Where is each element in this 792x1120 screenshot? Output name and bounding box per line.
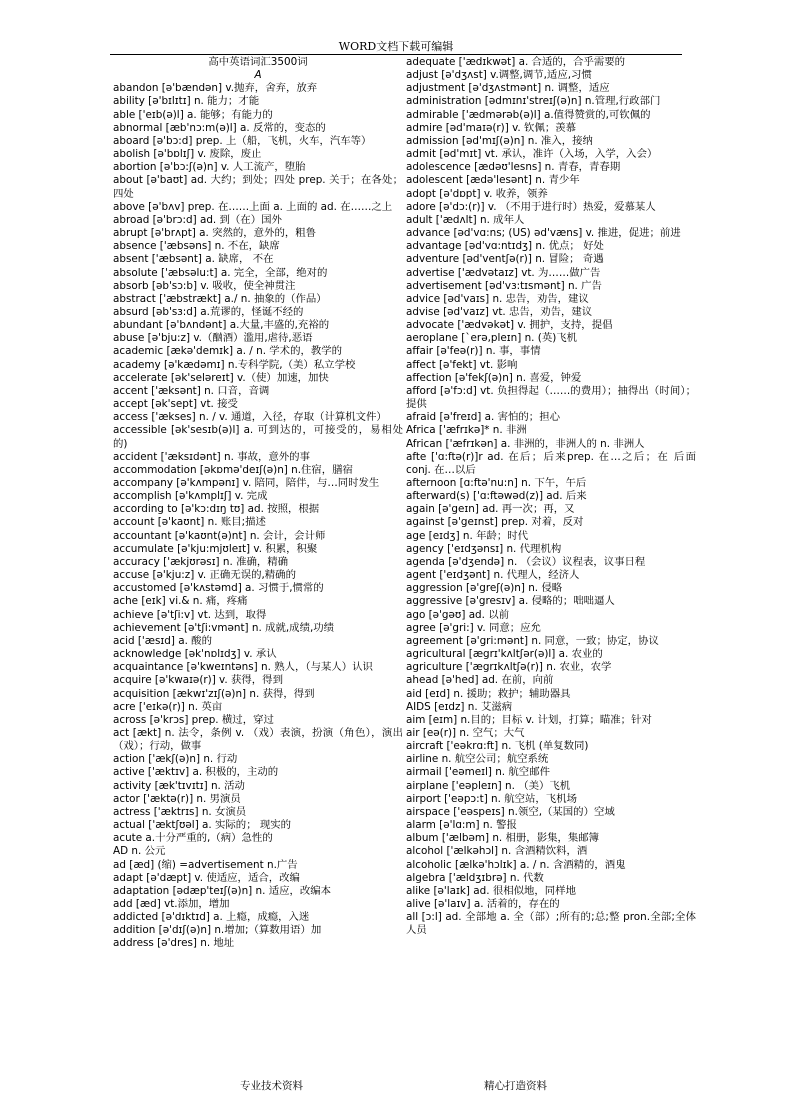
vocab-entry: adjust [ə'dʒʌst] v.调整,调节,适应,习惯 xyxy=(406,69,592,82)
vocab-entry: air [eə(r)] n. 空气；大气 xyxy=(406,726,525,739)
document-title: 高中英语词汇3500词 xyxy=(208,56,308,68)
vocab-entry: adventure [əd'ventʃə(r)] n. 冒险； 奇遇 xyxy=(406,253,604,266)
vocab-entry: accomplish [ə'kʌmplɪʃ] v. 完成 xyxy=(113,490,268,503)
vocab-entry: accessible [ək'sesɪb(ə)l] a. 可到达的，可接受的，易相处的) xyxy=(113,424,403,450)
vocab-entry: adequate ['ædɪkwət] a. 合适的，合乎需要的 xyxy=(406,56,626,68)
vocab-entry: afterward(s) ['ɑ:ftəwəd(z)] ad. 后来 xyxy=(406,490,587,503)
vocab-entry: abrupt [ə'brʌpt] a. 突然的，意外的，粗鲁 xyxy=(113,227,317,240)
vocab-entry: algebra ['ældʒɪbrə] n. 代数 xyxy=(406,871,544,884)
vocab-entry: agency ['eɪdʒənsɪ] n. 代理机构 xyxy=(406,542,562,555)
vocab-entry: adolescence [ædəʊ'lesns] n. 青春，青春期 xyxy=(406,161,621,174)
vocab-entry: accelerate [ək'seləreɪt] v.（使）加速，加快 xyxy=(113,371,329,384)
vocab-entry: afternoon [ɑ:ftə'nu:n] n. 下午，午后 xyxy=(406,477,587,489)
vocab-entry: accompany [ə'kʌmpənɪ] v. 陪同，陪伴，与…同时发生 xyxy=(113,477,380,489)
vocab-entry: affect [ə'fekt] vt. 影响 xyxy=(406,358,518,371)
vocab-entry: abortion [ə'bɔ:ʃ(ə)n] v. 人工流产，堕胎 xyxy=(113,161,306,174)
vocab-entry: again [ə'geɪn] ad. 再一次；再，又 xyxy=(406,503,575,516)
vocab-entry: abuse [ə'bju:z] v.（酗酒）滥用,虐待,恶语 xyxy=(113,332,313,345)
vocab-entry: affair [ə'feə(r)] n. 事，事情 xyxy=(406,345,541,358)
section-letter: A xyxy=(254,69,262,82)
vocab-entry: absence ['æbsəns] n. 不在，缺席 xyxy=(113,240,280,253)
vocab-entry: album ['ælbəm] n. 相册，影集，集邮簿 xyxy=(406,832,600,845)
left-column xyxy=(113,56,403,951)
vocab-entry: adolescent [ædə'lesənt] n. 青少年 xyxy=(406,174,580,187)
vocab-entry: accuse [ə'kju:z] v. 正确无误的,精确的 xyxy=(113,569,296,582)
vocab-entry: adopt [ə'dɒpt] v. 收养，领养 xyxy=(406,187,548,200)
vocab-entry: accommodation [əkɒmə'deɪʃ(ə)n] n.住宿，膳宿 xyxy=(113,463,353,476)
vocab-entry: academy [ə'kædəmɪ] n.专科学院,（美）私立学校 xyxy=(113,358,356,371)
vocab-entry: adult ['ædʌlt] n. 成年人 xyxy=(406,213,525,226)
vocab-entry: advise [əd'vaɪz] vt. 忠告，劝告，建议 xyxy=(406,305,593,318)
vocab-entry: achieve [ə'tʃi:v] vt. 达到，取得 xyxy=(113,608,267,621)
vocab-entry: admirable ['ædmərəb(ə)l] a.值得赞赏的,可钦佩的 xyxy=(406,108,651,121)
vocab-entry: alcoholic [ælkə'hɔlɪk] a. / n. 含酒精的，酒鬼 xyxy=(406,858,626,871)
vocab-entry: address [ə'dres] n. 地址 xyxy=(113,937,235,950)
vocab-entry: achievement [ə'tʃi:vmənt] n. 成就,成绩,功绩 xyxy=(113,621,335,634)
vocab-entry: administration [ədmɪnɪ'streɪʃ(ə)n] n.管理,行政部门 xyxy=(406,95,661,108)
vocab-entry: agree [ə'gri:] v. 同意；应允 xyxy=(406,621,541,634)
vocab-entry: active ['æktɪv] a. 积极的，主动的 xyxy=(113,766,279,779)
vocab-entry: accumulate [ə'kju:mjʊleɪt] v. 积累，积聚 xyxy=(113,542,318,555)
vocab-entry: airspace ['eəspeɪs] n.领空,（某国的）空域 xyxy=(406,805,615,818)
vocab-entry: afford [ə'fɔ:d] vt. 负担得起（……的费用）；抽得出（时间）；提供 xyxy=(406,384,696,411)
vocab-entry: agriculture ['ægrɪkʌltʃə(r)] n. 农业，农学 xyxy=(406,661,612,674)
right-column xyxy=(406,56,696,937)
vocab-entry: addicted [ə'dɪktɪd] a. 上瘾，成瘾，入迷 xyxy=(113,911,310,924)
vocab-entry: abnormal [æb'nɔ:m(ə)l] a. 反常的，变态的 xyxy=(113,121,326,134)
vocab-entry: acquisition [ækwɪ'zɪʃ(ə)n] n. 获得，得到 xyxy=(113,687,315,700)
vocab-entry: actress ['æktrɪs] n. 女演员 xyxy=(113,805,247,818)
vocab-entry: activity [æk'tɪvɪtɪ] n. 活动 xyxy=(113,779,245,792)
vocab-entry: acquire [ə'kwaɪə(r)] v. 获得，得到 xyxy=(113,674,283,687)
vocab-entry: aboard [ə'bɔ:d] prep. 上（船，飞机，火车，汽车等） xyxy=(113,134,372,147)
vocab-entry: agricultural [ægrɪ'kʌltʃər(ə)l] a. 农业的 xyxy=(406,648,603,661)
vocab-entry: Africa ['æfrɪkə]* n. 非洲 xyxy=(406,424,527,437)
vocab-entry: accountant [ə'kaʊnt(ə)nt] n. 会计，会计师 xyxy=(113,529,326,542)
vocab-entry: African ['æfrɪkən] a. 非洲的，非洲人的 n. 非洲人 xyxy=(406,437,645,450)
vocab-entry: ache [eɪk] vi.& n. 痛，疼痛 xyxy=(113,595,248,608)
vocab-entry: accuracy ['ækjʊrəsɪ] n. 准确，精确 xyxy=(113,555,289,568)
vocab-entry: account [ə'kaʊnt] n. 账目;描述 xyxy=(113,516,266,529)
vocab-entry: aid [eɪd] n. 援助；救护；辅助器具 xyxy=(406,687,571,700)
vocab-entry: advertise ['ædvətaɪz] vt. 为……做广告 xyxy=(406,266,601,279)
vocab-entry: adaptation [ədæp'teɪʃ(ə)n] n. 适应，改编本 xyxy=(113,884,332,897)
vocab-entry: AIDS [eɪdz] n. 艾滋病 xyxy=(406,700,513,713)
vocab-entry: access ['ækses] n. / v. 通道，入径，存取（计算机文件） xyxy=(113,411,387,424)
vocab-entry: adjustment [ə'dʒʌstmənt] n. 调整，适应 xyxy=(406,82,610,95)
vocab-entry: abroad [ə'brɔ:d] ad. 到（在）国外 xyxy=(113,213,282,226)
footer-right: 精心打造资料 xyxy=(484,1080,547,1092)
vocab-entry: afte ['ɑ:ftə(r)]r ad. 在后；后来prep. 在…之后；在 后面 conj. 在…以后 xyxy=(406,450,696,476)
vocab-entry: action ['ækʃ(ə)n] n. 行动 xyxy=(113,753,238,766)
vocab-entry: accent ['æksənt] n. 口音，音调 xyxy=(113,384,270,397)
vocab-entry: addition [ə'dɪʃ(ə)n] n.增加;（算数用语）加 xyxy=(113,924,322,937)
vocab-entry: absorb [əb'sɔ:b] v. 吸收，使全神贯注 xyxy=(113,279,296,292)
vocab-entry: airmail ['eəmeɪl] n. 航空邮件 xyxy=(406,766,550,779)
vocab-entry: age [eɪdʒ] n. 年龄；时代 xyxy=(406,529,529,542)
vocab-entry: absent ['æbsənt] a. 缺席， 不在 xyxy=(113,253,274,266)
vocab-entry: ahead [ə'hed] ad. 在前，向前 xyxy=(406,674,554,687)
vocab-entry: alive [ə'laɪv] a. 活着的，存在的 xyxy=(406,898,560,910)
header-rule xyxy=(110,54,682,55)
vocab-entry: accustomed [ə'kʌstəmd] a. 习惯于,惯常的 xyxy=(113,582,324,595)
vocab-entry: abandon [ə'bændən] v.抛弃，舍弃，放弃 xyxy=(113,82,318,95)
vocab-entry: abstract ['æbstrækt] a./ n. 抽象的（作品） xyxy=(113,292,327,305)
page-header: WORD文档下载可编辑 xyxy=(338,40,454,53)
vocab-entry: absurd [əb'sɜ:d] a.荒谬的，怪诞不经的 xyxy=(113,305,304,318)
vocab-entry: absolute ['æbsəlu:t] a. 完全，全部，绝对的 xyxy=(113,266,328,279)
vocab-entry: ago [ə'gəʊ] ad. 以前 xyxy=(406,608,510,621)
vocab-entry: abolish [ə'bɒlɪʃ] v. 废除，废止 xyxy=(113,148,262,161)
vocab-entry: actor ['æktə(r)] n. 男演员 xyxy=(113,792,241,805)
vocab-entry: able ['eɪb(ə)l] a. 能够；有能力的 xyxy=(113,108,273,121)
vocab-entry: acknowledge [ək'nɒlɪdʒ] v. 承认 xyxy=(113,648,277,661)
vocab-entry: ability [ə'bɪlɪtɪ] n. 能力；才能 xyxy=(113,95,260,108)
vocab-entry: accident ['æksɪdənt] n. 事故，意外的事 xyxy=(113,450,310,463)
vocab-entry: accept [ək'sept] vt. 接受 xyxy=(113,398,238,411)
vocab-entry: above [ə'bʌv] prep. 在……上面 a. 上面的 ad. 在……之上 xyxy=(113,200,393,213)
vocab-entry: aim [eɪm] n.目的；目标 v. 计划，打算；瞄准；针对 xyxy=(406,713,652,726)
vocab-entry: alarm [ə'lɑ:m] n. 警报 xyxy=(406,819,517,832)
vocab-entry: airport ['eəpɔ:t] n. 航空站，飞机场 xyxy=(406,792,577,805)
vocab-entry: according to [ə'kɔ:dɪŋ tʊ] ad. 按照，根据 xyxy=(113,503,320,516)
vocab-entry: acid ['æsɪd] a. 酸的 xyxy=(113,634,212,647)
vocab-entry: alcohol ['ælkəhɔl] n. 含酒精饮料，酒 xyxy=(406,845,588,858)
vocab-entry: actual ['æktʃʊəl] a. 实际的； 现实的 xyxy=(113,819,292,832)
vocab-entry: agent ['eɪdʒənt] n. 代理人，经济人 xyxy=(406,569,580,582)
vocab-entry: AD n. 公元 xyxy=(113,845,166,858)
vocab-entry: acute a.十分严重的,（病）急性的 xyxy=(113,832,273,845)
left-entry-list xyxy=(113,82,403,950)
vocab-entry: academic [ækə'demɪk] a. / n. 学术的，教学的 xyxy=(113,345,343,358)
vocab-entry: admit [əd'mɪt] vt. 承认，准许（入场，入学，入会） xyxy=(406,148,658,161)
vocab-entry: affection [ə'fekʃ(ə)n] n. 喜爱，钟爱 xyxy=(406,371,582,384)
vocab-entry: advantage [əd'vɑ:ntɪdʒ] n. 优点； 好处 xyxy=(406,240,604,253)
vocab-entry: aggressive [ə'gresɪv] a. 侵略的；咄咄逼人 xyxy=(406,595,615,608)
vocab-entry: admission [əd'mɪʃ(ə)n] n. 准入，接纳 xyxy=(406,134,593,147)
vocab-entry: act [ækt] n. 法令，条例 v. （戏）表演，扮演（角色），演出（戏）；行动，做事 xyxy=(113,726,403,753)
vocab-entry: advance [əd'vɑ:ns; (US) əd'væns] v. 推进，促进；前进 xyxy=(406,227,681,240)
right-entry-list xyxy=(406,56,696,937)
vocab-entry: agreement [ə'gri:mənt] n. 同意，一致；协定，协议 xyxy=(406,634,659,647)
vocab-entry: adapt [ə'dæpt] v. 使适应，适合，改编 xyxy=(113,871,300,884)
vocab-entry: against [ə'geɪnst] prep. 对着，反对 xyxy=(406,516,584,529)
vocab-entry: alike [ə'laɪk] ad. 很相似地，同样地 xyxy=(406,884,576,897)
vocab-entry: aircraft ['eəkrɑ:ft] n. 飞机 (单复数同) xyxy=(406,740,589,753)
vocab-entry: aggression [ə'greʃ(ə)n] n. 侵略 xyxy=(406,582,563,595)
vocab-entry: acquaintance [ə'kweɪntəns] n. 熟人，（与某人）认识 xyxy=(113,661,373,674)
vocab-entry: add [æd] vt.添加，增加 xyxy=(113,898,230,910)
vocab-entry: airplane ['eəpleɪn] n. （美）飞机 xyxy=(406,779,571,792)
vocab-entry: advocate ['ædvəkət] v. 拥护，支持，提倡 xyxy=(406,319,613,332)
footer-left: 专业技术资料 xyxy=(240,1080,303,1092)
vocab-entry: across [ə'krɔs] prep. 横过，穿过 xyxy=(113,713,274,726)
vocab-entry: afraid [ə'freɪd] a. 害怕的；担心 xyxy=(406,411,560,424)
vocab-entry: agenda [ə'dʒendə] n. （会议）议程表，议事日程 xyxy=(406,555,646,568)
vocab-entry: admire [əd'maɪə(r)] v. 钦佩；羡慕 xyxy=(406,121,576,134)
vocab-entry: about [ə'baʊt] ad. 大约；到处；四处 prep. 关于；在各处；四处 xyxy=(113,174,403,200)
vocab-entry: ad [æd] (缩) =advertisement n.广告 xyxy=(113,858,298,871)
vocab-entry: acre ['eɪkə(r)] n. 英亩 xyxy=(113,700,223,713)
vocab-entry: advertisement [əd'vɜ:tɪsmənt] n. 广告 xyxy=(406,279,602,292)
vocab-entry: adore [ə'dɔ:(r)] v. （不用于进行时）热爱，爱慕某人 xyxy=(406,200,656,213)
vocab-entry: airline n. 航空公司；航空系统 xyxy=(406,753,549,766)
vocab-entry: advice [əd'vaɪs] n. 忠告，劝告，建议 xyxy=(406,292,589,305)
vocab-entry: abundant [ə'bʌndənt] a.大量,丰盛的,充裕的 xyxy=(113,319,330,332)
vocab-entry: all [ɔ:l] ad. 全部地 a. 全（部）;所有的;总;整 pron.全部;全体人员 xyxy=(406,911,696,937)
vocab-entry: aeroplane [`erə,pleɪn] n. (英)飞机 xyxy=(406,332,578,345)
